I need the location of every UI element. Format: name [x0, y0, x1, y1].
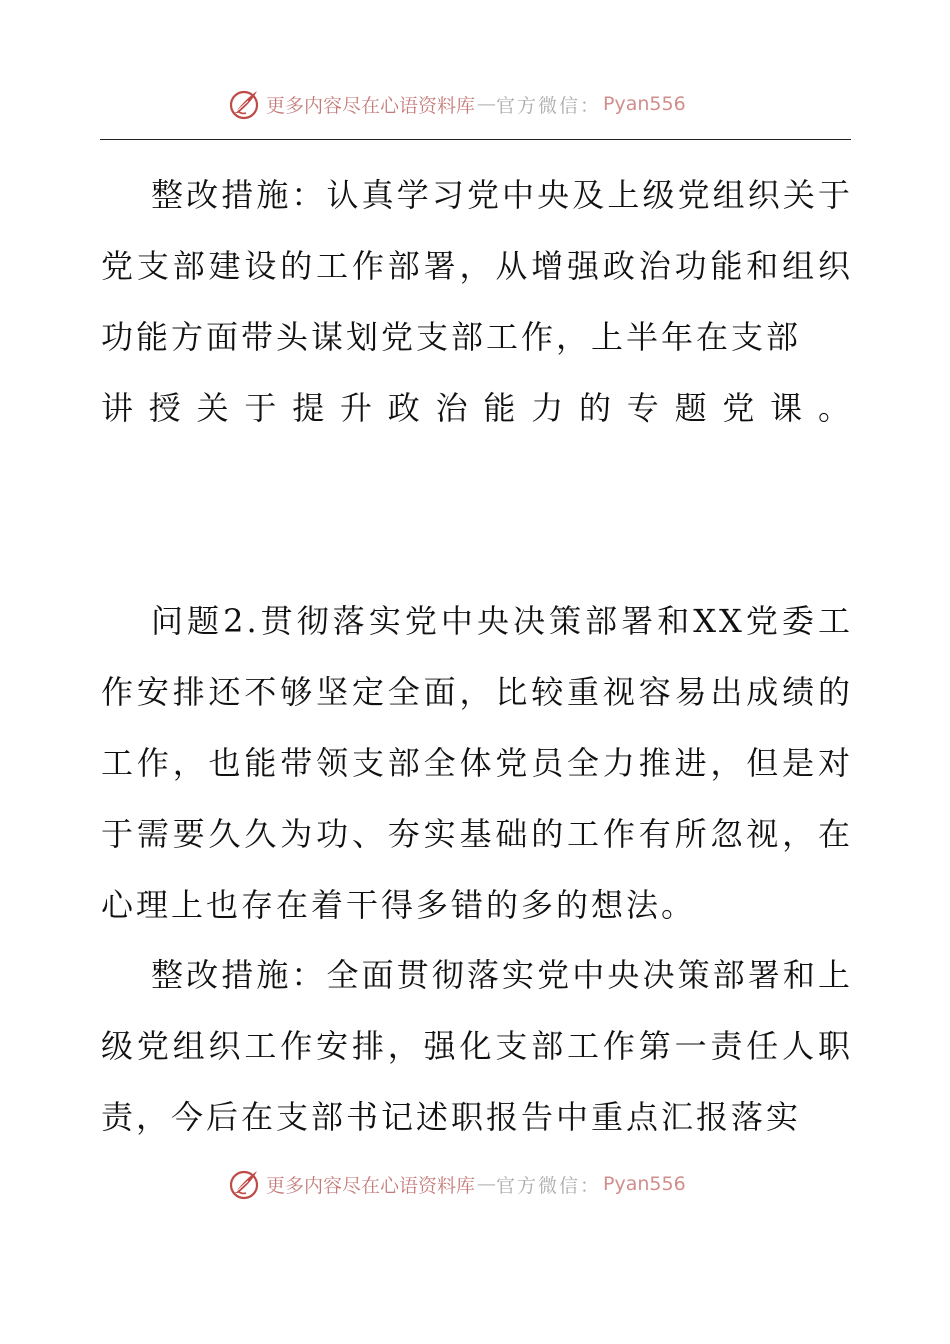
watermark-text: 更多内容尽在心语资料库 [266, 94, 476, 117]
watermark-text: 更多内容尽在心语资料库 [266, 1174, 476, 1197]
header-divider [100, 139, 851, 140]
watermark-dash: — [477, 1173, 495, 1195]
watermark-dash: — [477, 93, 495, 115]
paragraph-rectification-measures-2: 整改措施：全面贯彻落实党中央决策部署和上级党组织工作安排，强化支部工作第一责任人职责，今后在支部书记述职报告中重点汇报落实 [101, 956, 853, 1136]
quill-pen-logo-icon [226, 86, 262, 122]
paragraph-rectification-measures-1: 整改措施：认真学习党中央及上级党组织关于党支部建设的工作部署，从增强政治功能和组织功能方面带头谋划党支部工作，上半年在支部 [101, 176, 853, 356]
watermark-wechat-id: Pyan556 [603, 93, 686, 115]
header-watermark [226, 84, 686, 124]
paragraph-issue-2: 问题2.贯彻落实党中央决策部署和XX党委工作安排还不够坚定全面，比较重视容易出成绩的工作，也能带领支部全体党员全力推进，但是对于需要久久为功、夯实基础的工作有所忽视，在心理上也存在着干得多错的多的想法。 [101, 602, 853, 924]
watermark-wechat-id: Pyan556 [603, 1173, 686, 1195]
footer-watermark [226, 1164, 686, 1204]
watermark-wechat-label: 官方微信： [496, 94, 602, 117]
watermark-wechat-label: 官方微信： [496, 1174, 602, 1197]
quill-pen-logo-icon [226, 1166, 262, 1202]
paragraph-rectification-measures-1-last-line: 讲授关于提升政治能力的专题党课。 [101, 389, 853, 427]
